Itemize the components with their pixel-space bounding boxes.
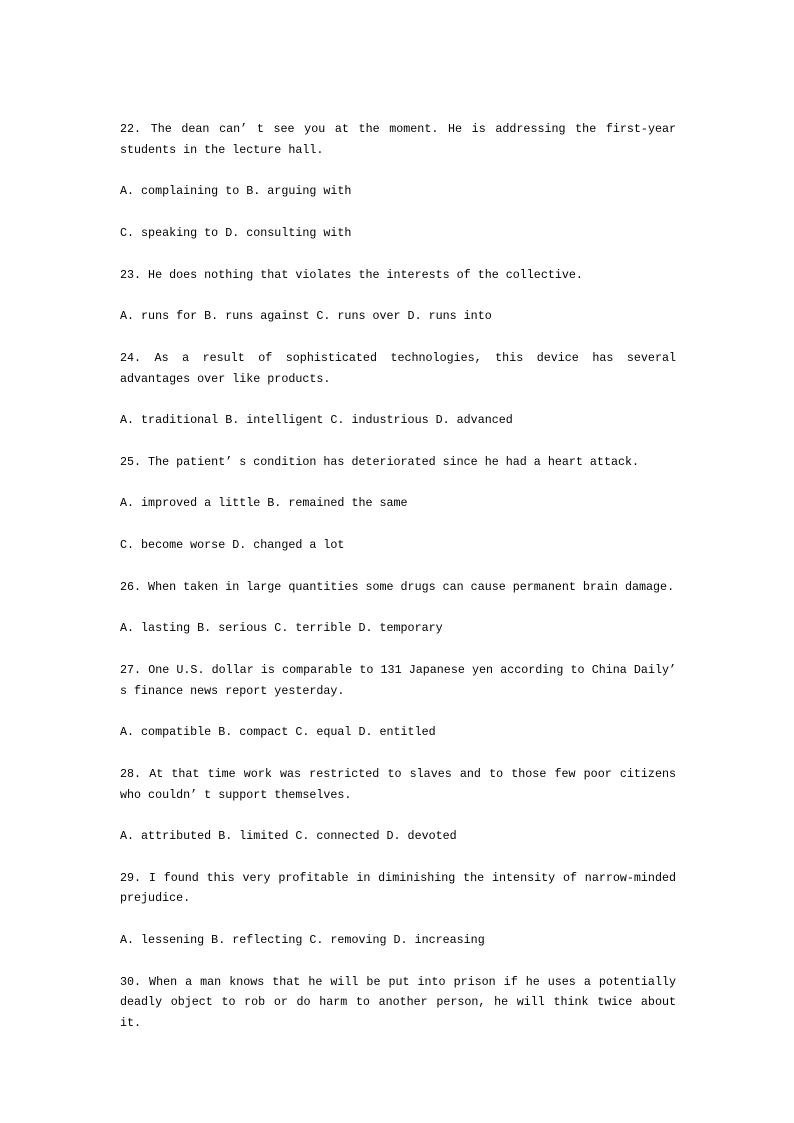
question-25: 25. The patient’ s condition has deteriorated since he had a heart attack. bbox=[120, 454, 640, 469]
options-25-cd: C. become worse D. changed a lot bbox=[120, 537, 345, 552]
options-22-cd: C. speaking to D. consulting with bbox=[120, 225, 352, 240]
question-27: 27. One U.S. dollar is comparable to 131 Japanese yen according to China Daily’ s finance news report yesterday. bbox=[120, 662, 676, 698]
options-22-ab: A. complaining to B. arguing with bbox=[120, 184, 352, 199]
question-23: 23. He does nothing that violates the interests of the collective. bbox=[120, 267, 583, 282]
question-24: 24. As a result of sophisticated technologies, this device has several advantages over like products. bbox=[120, 350, 676, 386]
options-24: A. traditional B. intelligent C. industrious D. advanced bbox=[120, 413, 513, 428]
options-23: A. runs for B. runs against C. runs over D. runs into bbox=[120, 309, 492, 324]
options-26: A. lasting B. serious C. terrible D. temporary bbox=[120, 621, 443, 636]
question-30: 30. When a man knows that he will be put into prison if he uses a potentially deadly object to rob or do harm to another person, he will think twice about it. bbox=[120, 974, 676, 1031]
options-29: A. lessening B. reflecting C. removing D. increasing bbox=[120, 933, 485, 948]
options-27: A. compatible B. compact C. equal D. entitled bbox=[120, 725, 436, 740]
question-28: 28. At that time work was restricted to slaves and to those few poor citizens who couldn’ t support themselves. bbox=[120, 766, 676, 802]
question-22: 22. The dean can’ t see you at the moment. He is addressing the first-year students in the lecture hall. bbox=[120, 122, 676, 157]
question-29: 29. I found this very profitable in diminishing the intensity of narrow-minded prejudice. bbox=[120, 870, 676, 906]
question-26: 26. When taken in large quantities some drugs can cause permanent brain damage. bbox=[120, 579, 675, 594]
options-25-ab: A. improved a little B. remained the same bbox=[120, 496, 408, 511]
document-page bbox=[120, 119, 676, 1055]
options-28: A. attributed B. limited C. connected D. devoted bbox=[120, 829, 457, 844]
